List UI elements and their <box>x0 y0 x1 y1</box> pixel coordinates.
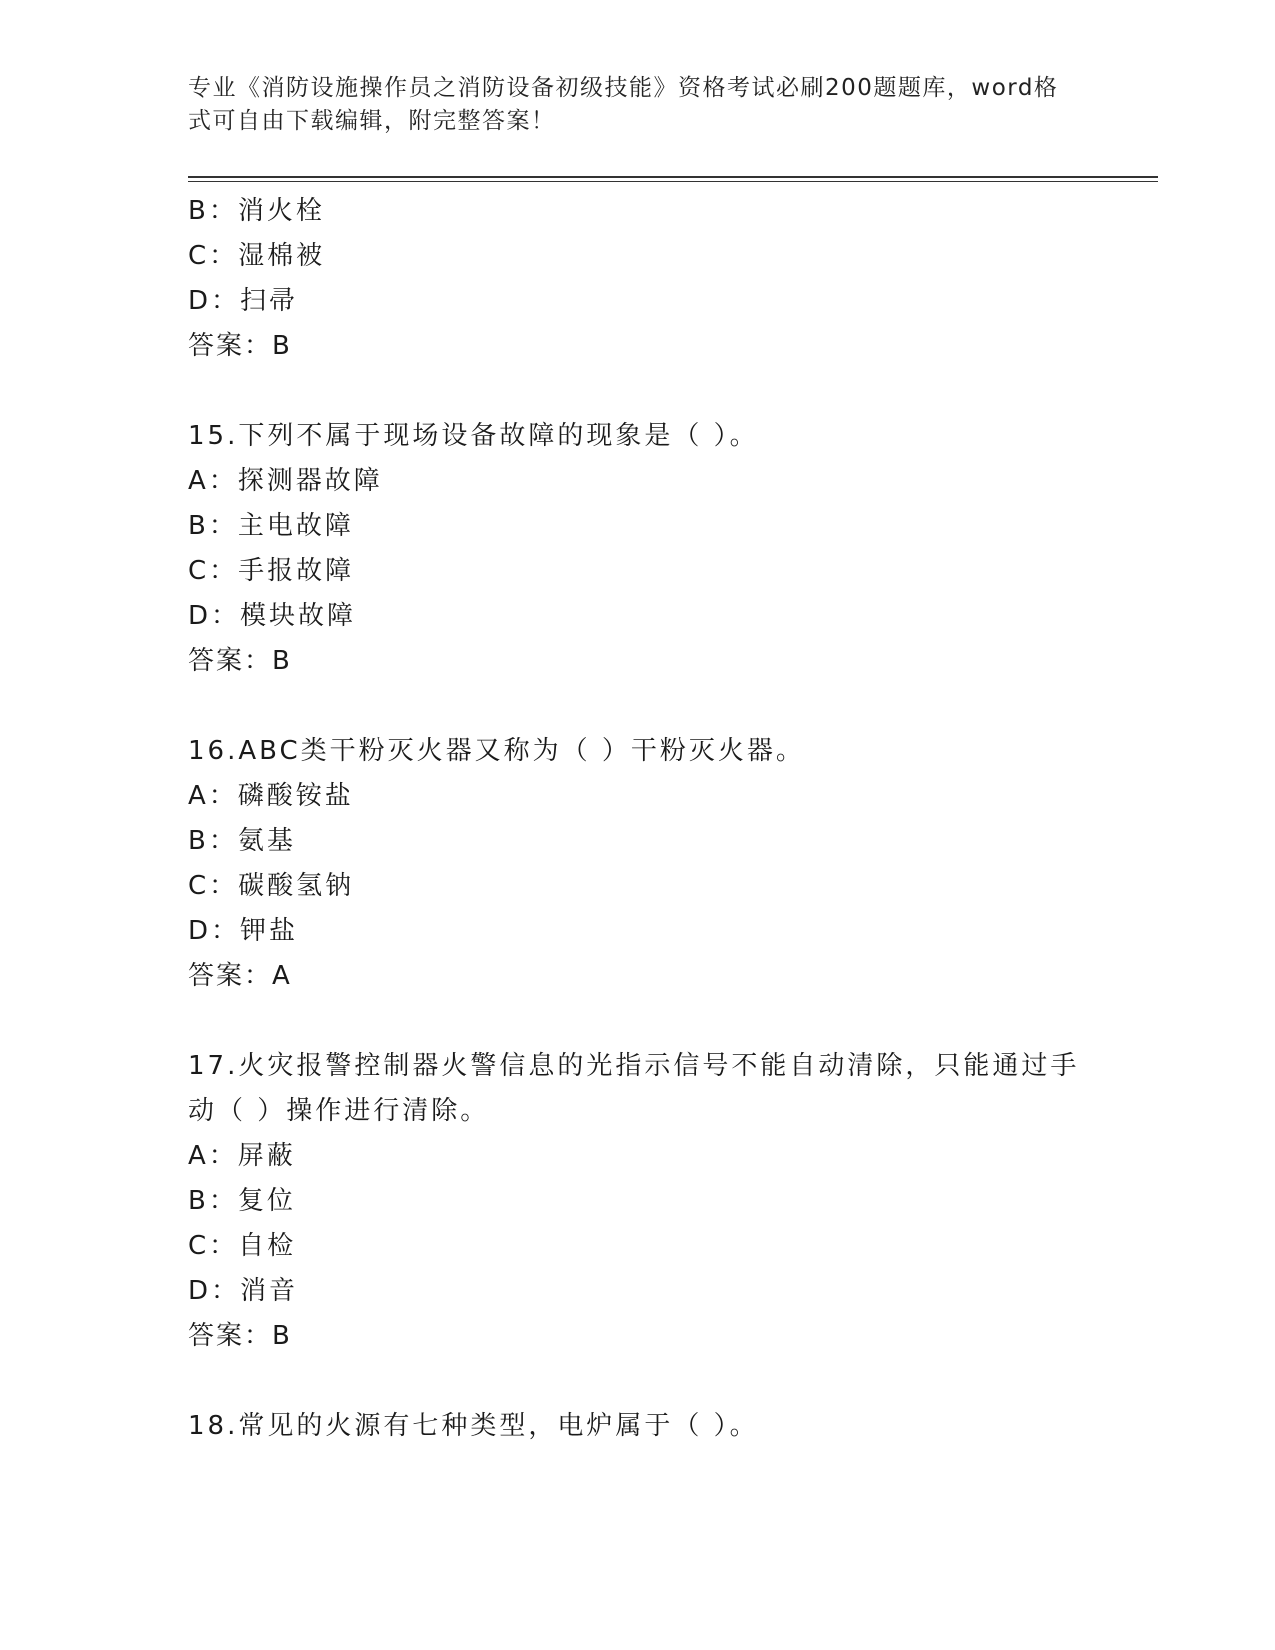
header-line-2: 式可自由下载编辑，附完整答案！ <box>188 108 556 134</box>
header-rule-thick <box>188 176 1158 178</box>
q14-option-b: B：消火栓 <box>188 196 325 226</box>
q16-stem: 16.ABC类干粉灭火器又称为（ ）干粉灭火器。 <box>188 736 805 766</box>
header-line-1: 专业《消防设施操作员之消防设备初级技能》资格考试必刷200题题库，word格 <box>188 75 1059 101</box>
q16-option-d: D：钾盐 <box>188 916 299 946</box>
q14-option-c: C：湿棉被 <box>188 241 326 271</box>
q16-option-b: B：氨基 <box>188 826 296 856</box>
q17-answer: 答案：B <box>188 1321 292 1351</box>
q17-option-c: C：自检 <box>188 1231 297 1261</box>
q16-option-a: A：磷酸铵盐 <box>188 781 354 811</box>
q18-stem: 18.常见的火源有七种类型，电炉属于（ ）。 <box>188 1411 759 1441</box>
header-rule-thin <box>188 181 1158 182</box>
q15-option-a: A：探测器故障 <box>188 466 383 496</box>
q14-option-d: D：扫帚 <box>188 286 299 316</box>
q15-option-c: C：手报故障 <box>188 556 355 586</box>
q17-stem-line-1: 17.火灾报警控制器火警信息的光指示信号不能自动清除，只能通过手 <box>188 1051 1080 1081</box>
document-header <box>188 72 1088 138</box>
q15-option-b: B：主电故障 <box>188 511 354 541</box>
q17-option-a: A：屏蔽 <box>188 1141 296 1171</box>
q17-option-b: B：复位 <box>188 1186 296 1216</box>
q15-answer: 答案：B <box>188 646 292 676</box>
q16-answer: 答案：A <box>188 961 292 991</box>
q17-option-d: D：消音 <box>188 1276 299 1306</box>
q15-option-d: D：模块故障 <box>188 601 357 631</box>
q14-answer: 答案：B <box>188 331 292 361</box>
q17-stem-line-2: 动（ ）操作进行清除。 <box>188 1096 490 1126</box>
q16-option-c: C：碳酸氢钠 <box>188 871 355 901</box>
q15-stem: 15.下列不属于现场设备故障的现象是（ ）。 <box>188 421 759 451</box>
